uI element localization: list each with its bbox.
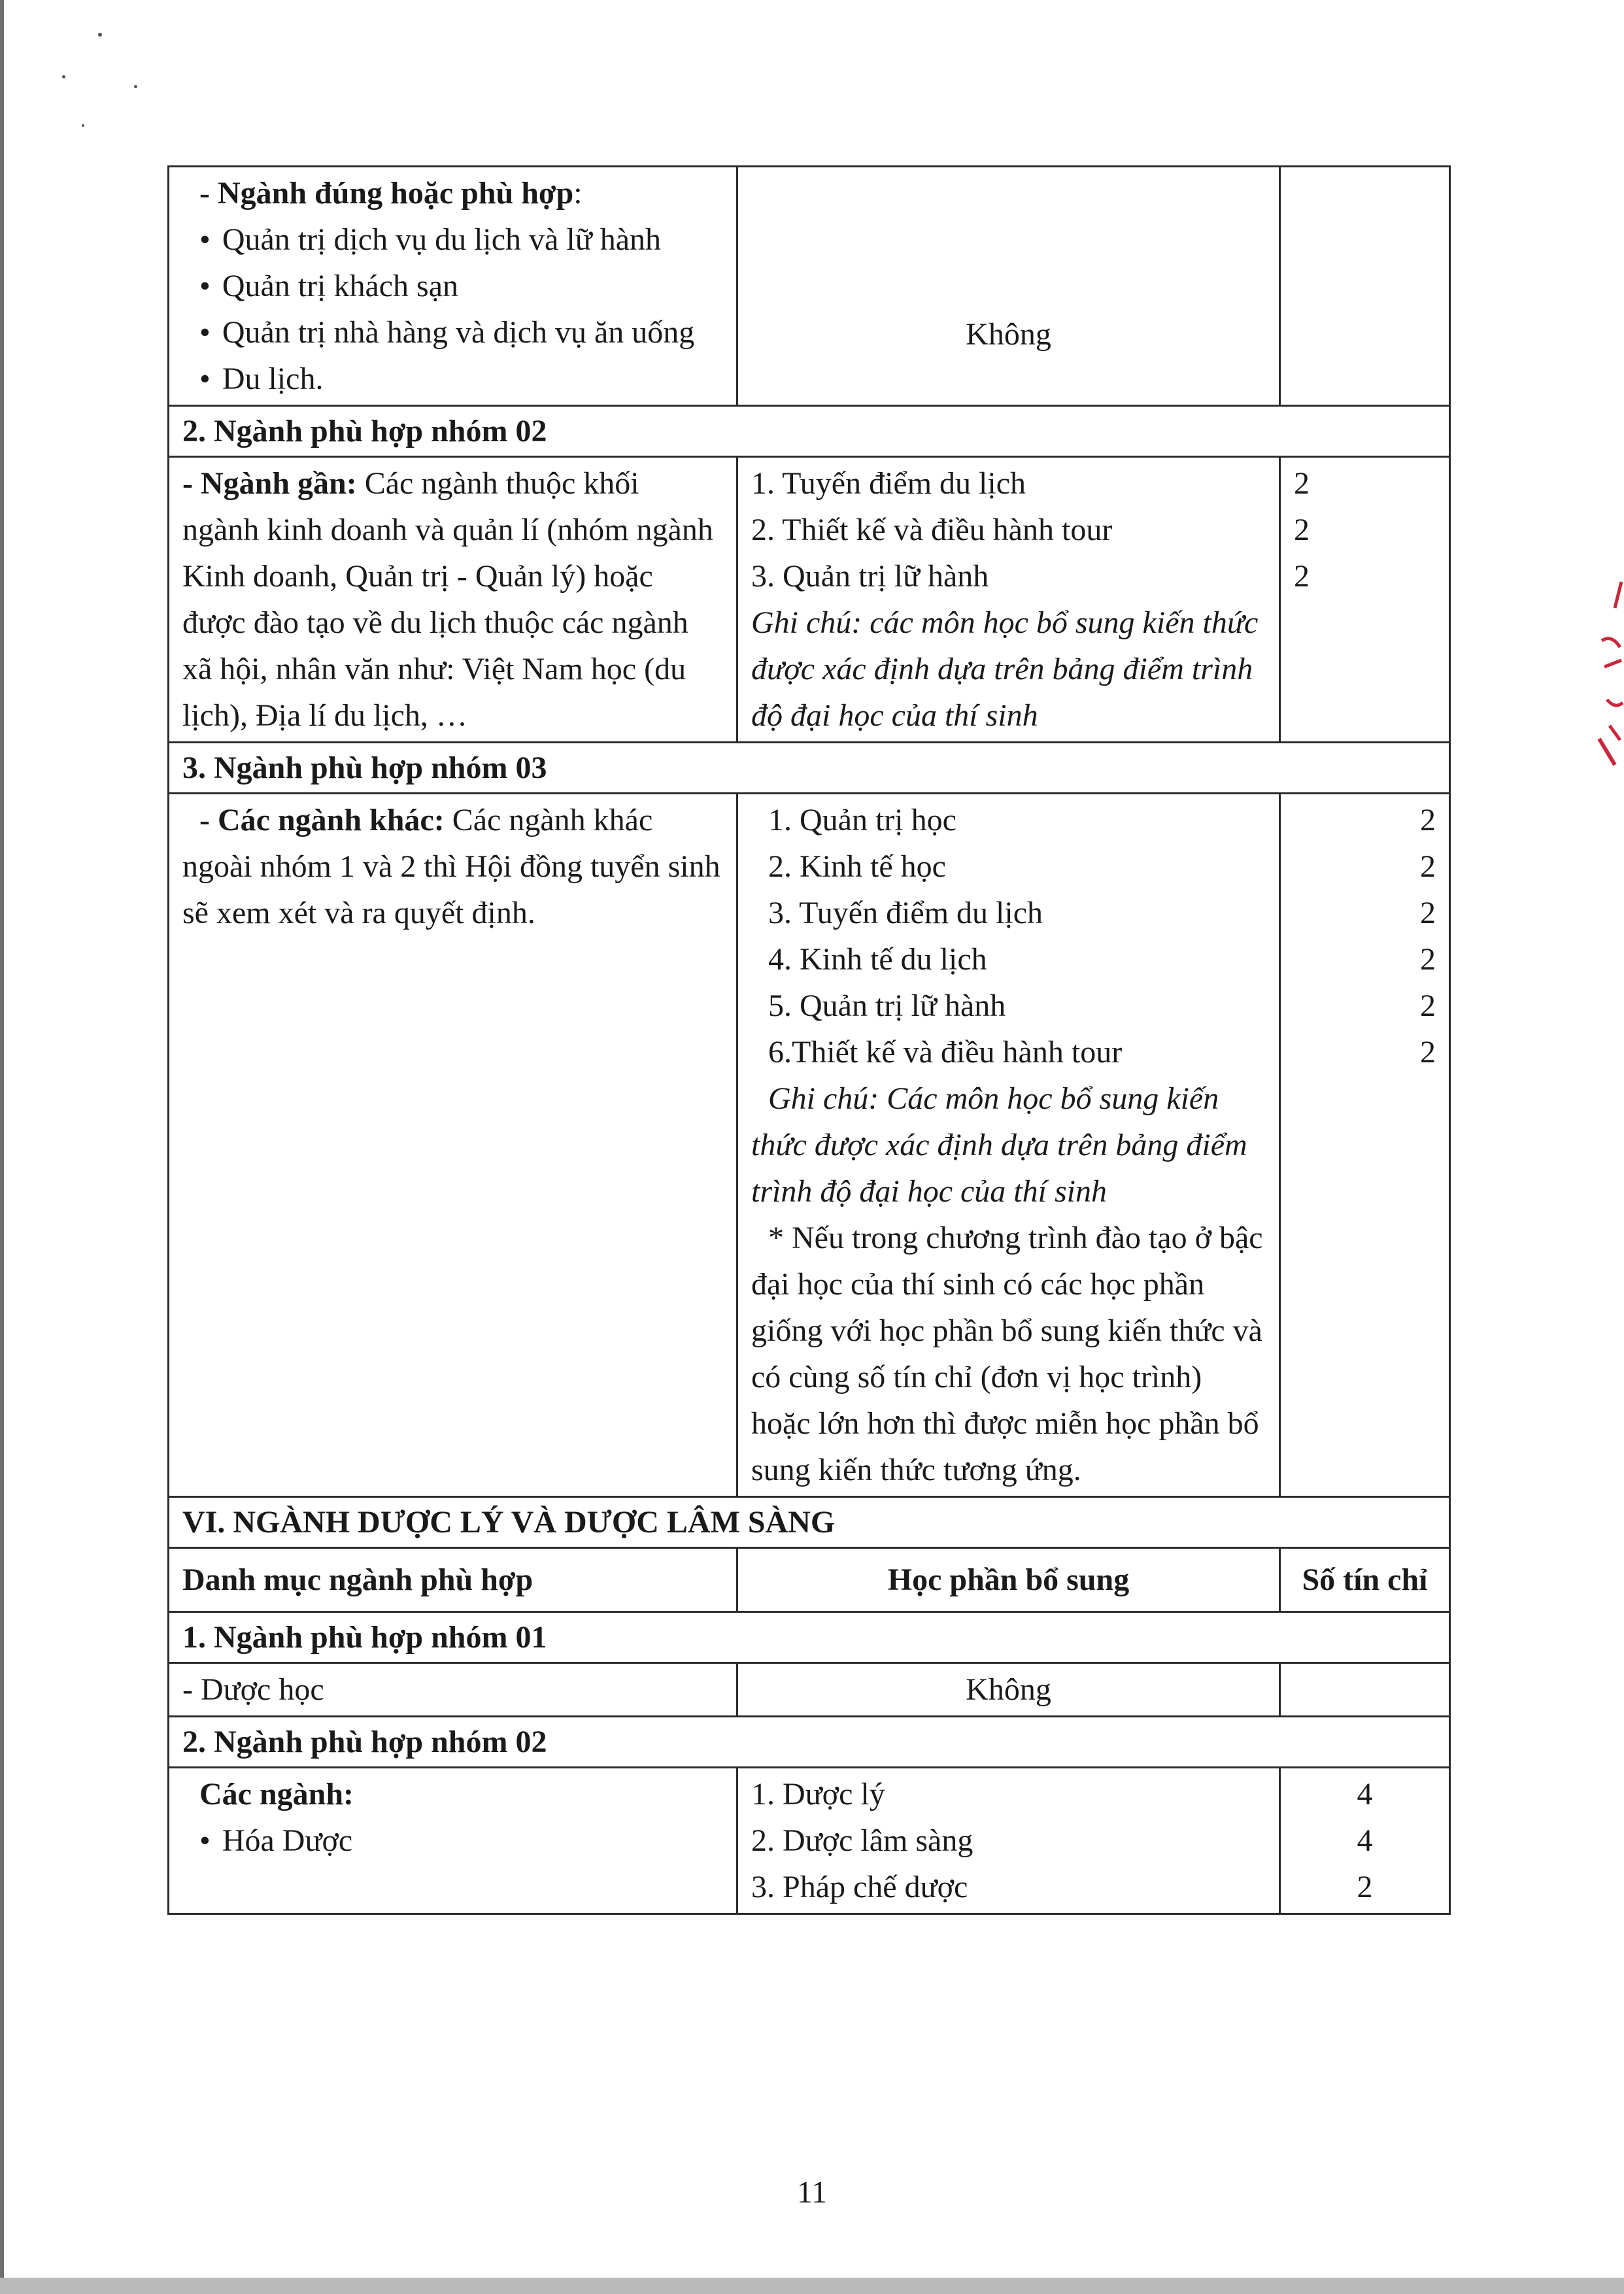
table-row xyxy=(169,743,1450,794)
supplement-cell xyxy=(737,457,1280,743)
course-name: 1. Dược lý xyxy=(751,1777,885,1812)
credit-value: 2 xyxy=(1294,513,1310,547)
scan-speck xyxy=(62,75,65,78)
list-item: • Quản trị nhà hàng và dịch vụ ăn uống xyxy=(182,309,723,356)
course-name: 5. Quản trị lữ hành xyxy=(768,988,1006,1023)
note: Ghi chú: Các môn học bổ sung kiến thức được xác định dựa trên bảng điểm trình độ đại học của thí sinh xyxy=(751,1081,1247,1209)
course-name: 3. Quản trị lữ hành xyxy=(751,559,989,594)
credits-cell xyxy=(1280,794,1450,1497)
table-row xyxy=(169,457,1450,743)
desc-text: Các ngành khác ngoài nhóm 1 và 2 thì Hội đồng tuyển sinh sẽ xem xét và ra quyết định. xyxy=(182,803,720,930)
course-name: 6.Thiết kế và điều hành tour xyxy=(768,1035,1123,1070)
note: Ghi chú: các môn học bổ sung kiến thức được xác định dựa trên bảng điểm trình độ đại học của thí sinh xyxy=(751,605,1259,733)
credit-value: 2 xyxy=(1420,942,1436,977)
course-name: 3. Pháp chế dược xyxy=(751,1870,968,1904)
table-row xyxy=(169,1717,1450,1768)
credit-value: 2 xyxy=(1294,466,1310,501)
column-header: Học phần bổ sung xyxy=(737,1548,1280,1612)
course-name: 1. Tuyến điểm du lịch xyxy=(751,466,1026,501)
majors-cell xyxy=(169,794,737,1497)
column-header: Danh mục ngành phù hợp xyxy=(169,1548,737,1612)
admission-requirements-table xyxy=(167,165,1449,1915)
supplement-cell: Không xyxy=(737,167,1280,406)
majors-cell xyxy=(169,457,737,743)
group-title: 1. Ngành phù hợp nhóm 01 xyxy=(169,1612,1450,1663)
course-name: 2. Thiết kế và điều hành tour xyxy=(751,513,1113,547)
credit-value: 2 xyxy=(1420,896,1436,930)
group-title: 2. Ngành phù hợp nhóm 02 xyxy=(169,1717,1450,1768)
credit-value: 2 xyxy=(1420,849,1436,884)
table-row xyxy=(169,1663,1450,1717)
list-item: • Quản trị dịch vụ du lịch và lữ hành xyxy=(182,216,723,263)
credit-value: 4 xyxy=(1357,1823,1373,1858)
supplement-cell xyxy=(737,1768,1280,1914)
group-title: 3. Ngành phù hợp nhóm 03 xyxy=(169,743,1450,794)
red-margin-mark xyxy=(1595,569,1624,778)
majors-cell: - Dược học xyxy=(169,1663,737,1717)
scan-bottom-edge xyxy=(0,2278,1624,2294)
credits-cell xyxy=(1280,1663,1450,1717)
desc-label: - Ngành gần: xyxy=(182,466,357,501)
table-row xyxy=(169,1497,1450,1548)
majors-cell xyxy=(169,1768,737,1914)
heading-suffix: : xyxy=(573,176,583,211)
desc-label: - Các ngành khác: xyxy=(199,803,445,837)
course-name: 3. Tuyến điểm du lịch xyxy=(768,896,1043,930)
credits-cell xyxy=(1280,167,1450,406)
scan-left-edge xyxy=(0,0,4,2294)
credit-value: 2 xyxy=(1420,988,1436,1023)
majors-cell xyxy=(169,167,737,406)
list-item: • Du lịch. xyxy=(182,356,723,402)
credit-value: 2 xyxy=(1420,1035,1436,1070)
credit-value: 2 xyxy=(1357,1870,1373,1904)
credit-value: 2 xyxy=(1294,559,1310,594)
table-header-row xyxy=(169,1548,1450,1612)
column-header: Số tín chỉ xyxy=(1280,1548,1450,1612)
list-item: • Quản trị khách sạn xyxy=(182,263,723,309)
group-title: 2. Ngành phù hợp nhóm 02 xyxy=(169,406,1450,457)
table-row xyxy=(169,167,1450,406)
course-name: 4. Kinh tế du lịch xyxy=(768,942,987,977)
table-row xyxy=(169,406,1450,457)
credits-cell xyxy=(1280,457,1450,743)
exemption-note: * Nếu trong chương trình đào tạo ở bậc đại học của thí sinh có các học phần giống với học phần bổ sung kiến thức và có cùng số tín chỉ (đơn vị học trình) hoặc lớn hơn thì được miễn học phần bổ sung kiến thức tương ứng. xyxy=(751,1221,1263,1487)
credit-value: 4 xyxy=(1357,1777,1373,1812)
scan-speck xyxy=(82,124,84,127)
credits-cell xyxy=(1280,1768,1450,1914)
page-number: 11 xyxy=(796,2175,828,2210)
course-name: 2. Kinh tế học xyxy=(768,849,946,884)
majors-label: Các ngành: xyxy=(199,1777,354,1812)
supplement-cell xyxy=(737,794,1280,1497)
list-item: • Hóa Dược xyxy=(182,1817,723,1864)
desc-text: Các ngành thuộc khối ngành kinh doanh và quản lí (nhóm ngành Kinh doanh, Quản trị - Quản lý) hoặc được đào tạo về du lịch thuộc các ngành xã hội, nhân văn như: Việt Nam học (du lịch), Địa lí du lịch, … xyxy=(182,466,713,733)
table-row xyxy=(169,794,1450,1497)
section-title: VI. NGÀNH DƯỢC LÝ VÀ DƯỢC LÂM SÀNG xyxy=(169,1497,1450,1548)
scan-speck xyxy=(134,85,137,88)
course-name: 1. Quản trị học xyxy=(768,803,956,837)
supplement-cell: Không xyxy=(737,1663,1280,1717)
course-name: 2. Dược lâm sàng xyxy=(751,1823,973,1858)
table-row xyxy=(169,1612,1450,1663)
majors-heading: - Ngành đúng hoặc phù hợp xyxy=(199,176,574,211)
credit-value: 2 xyxy=(1420,803,1436,837)
scan-speck xyxy=(98,33,102,37)
table-row xyxy=(169,1768,1450,1914)
